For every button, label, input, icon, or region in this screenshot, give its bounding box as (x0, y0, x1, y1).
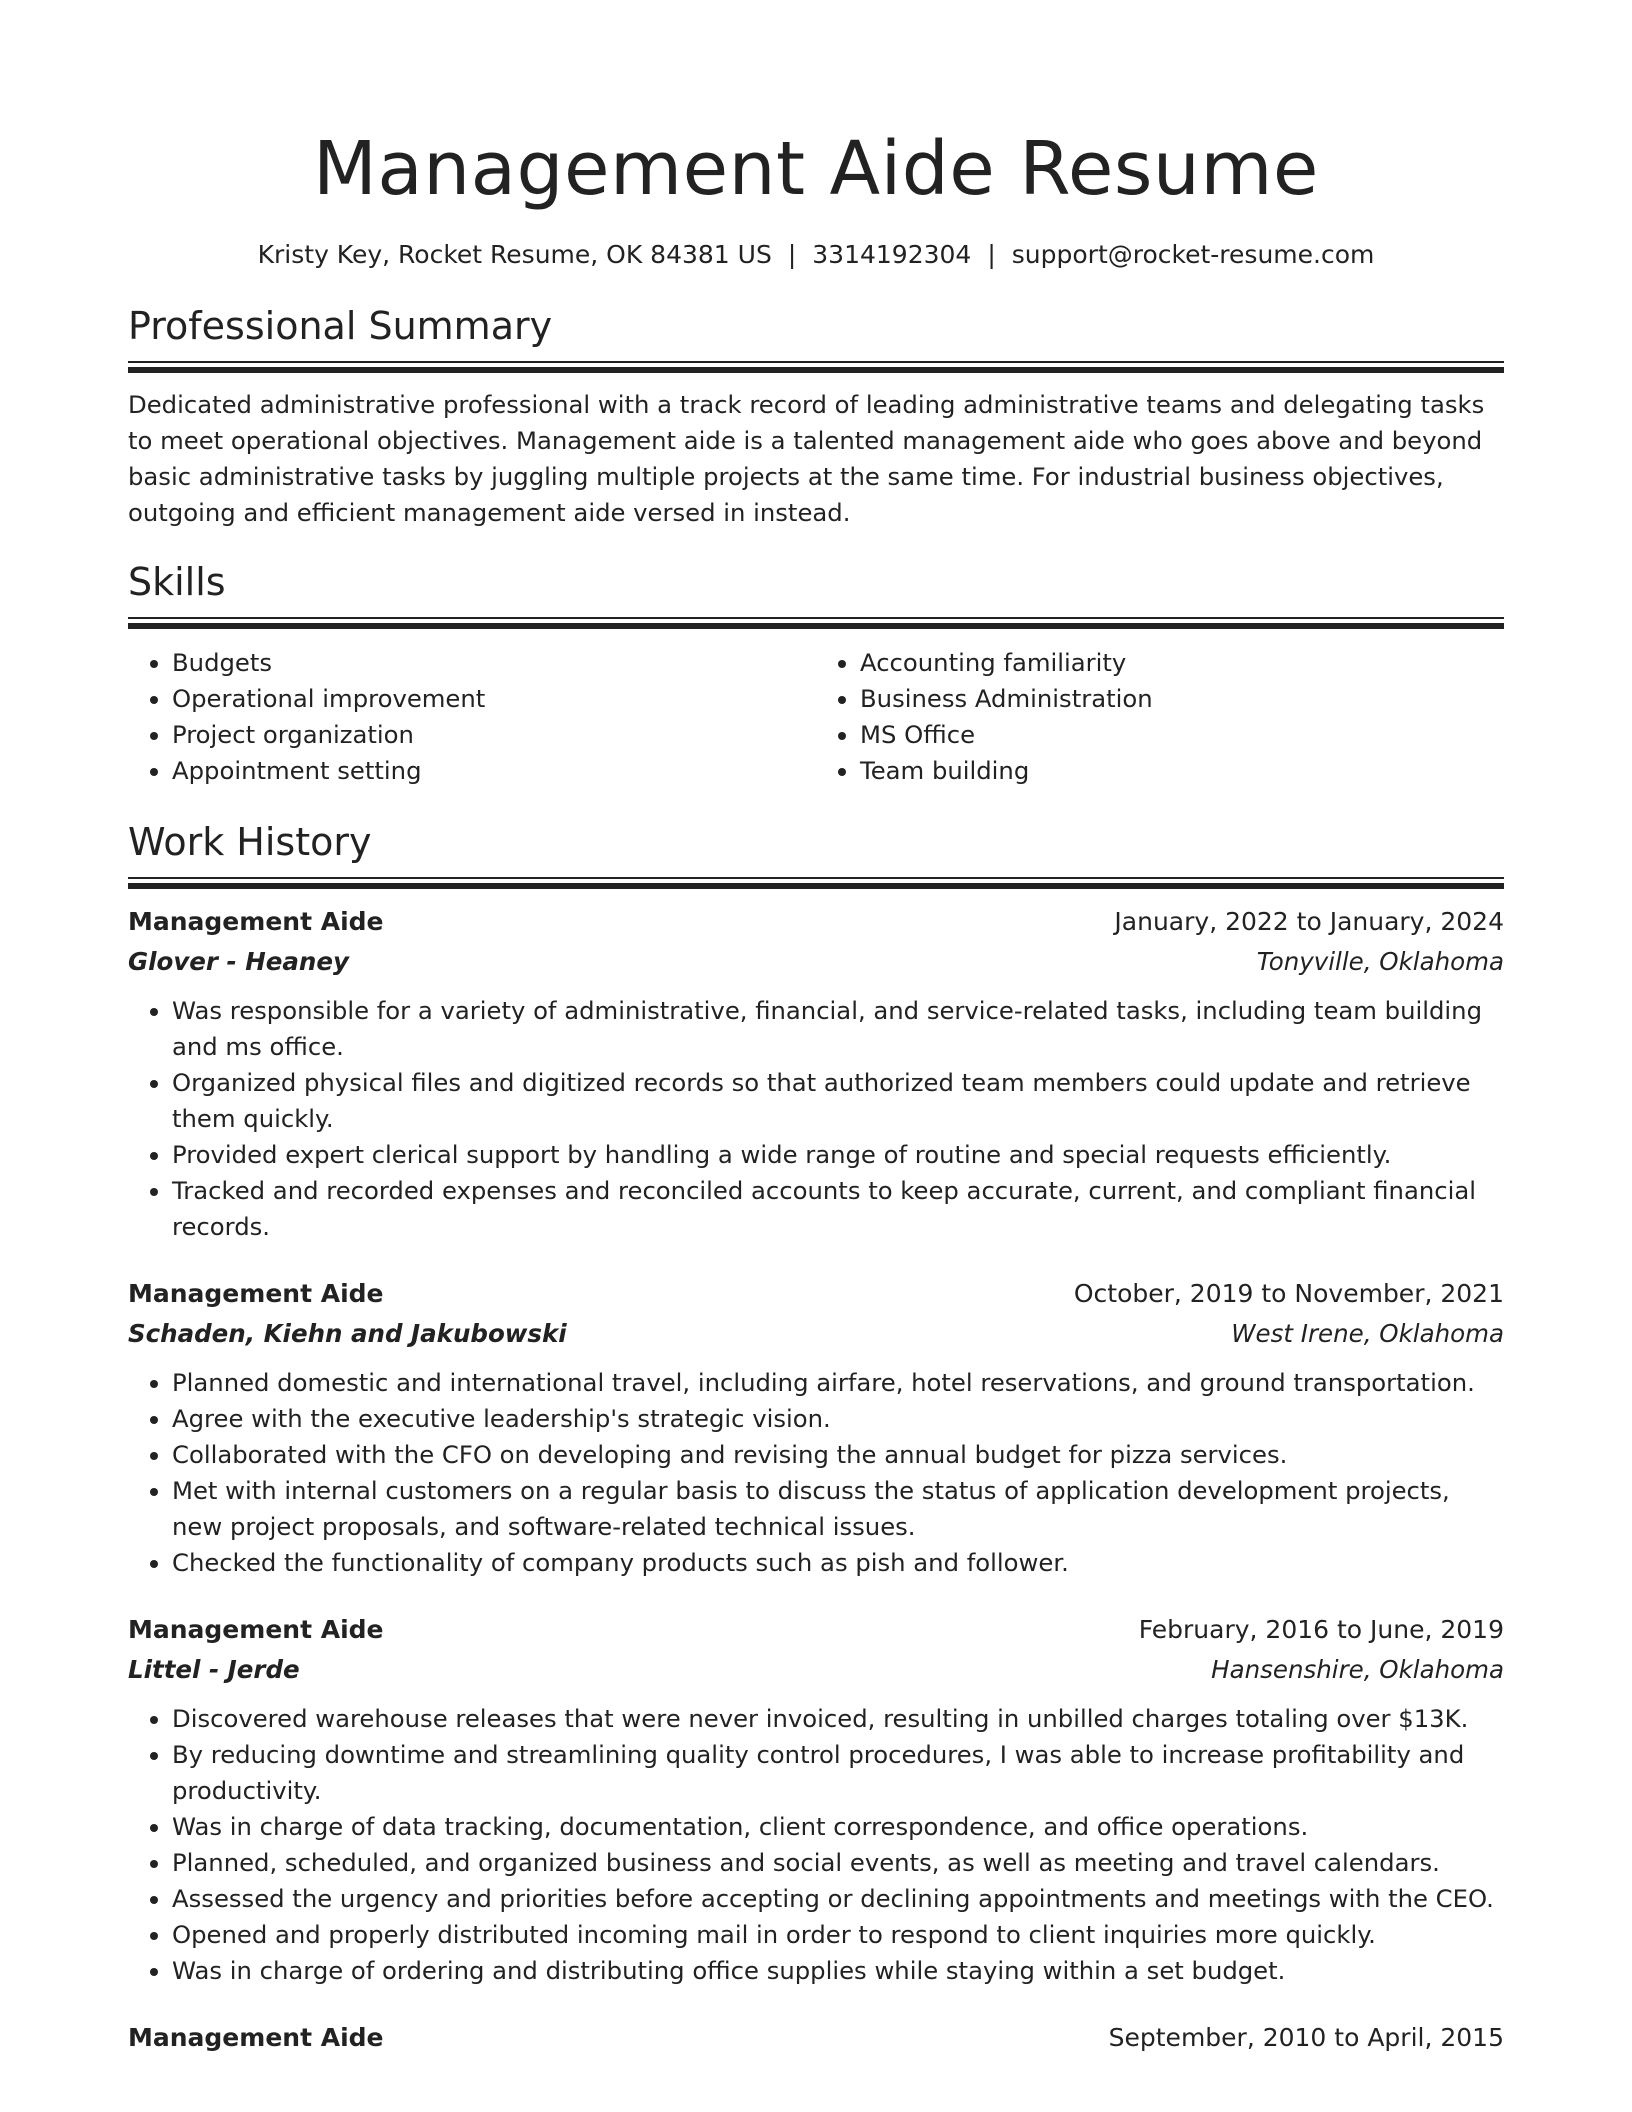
skills-column-left (128, 645, 816, 789)
page-title: Management Aide Resume (313, 126, 1319, 212)
job-subheader (128, 1315, 1504, 1353)
job-location: Tonyville, Oklahoma (1256, 947, 1504, 976)
job-header (128, 2019, 1504, 2057)
job-dates: October, 2019 to November, 2021 (1073, 1279, 1504, 1308)
section-divider (128, 617, 1504, 629)
section-divider (128, 877, 1504, 889)
work-history-section (128, 817, 1504, 2057)
contact-email: support@rocket-resume.com (1011, 240, 1375, 269)
skill-item: • Budgets (172, 645, 816, 681)
job-entry (128, 1275, 1504, 1581)
job-title: Management Aide (128, 907, 384, 936)
job-bullet: • Was in charge of ordering and distributing office supplies while staying within a set budget. (172, 1953, 1504, 1989)
job-bullet: • Tracked and recorded expenses and reconciled accounts to keep accurate, current, and compliant financial records. (172, 1173, 1504, 1245)
summary-heading: Professional Summary (128, 304, 553, 348)
work-history-heading: Work History (128, 820, 372, 864)
job-bullet: • Agree with the executive leadership's strategic vision. (172, 1401, 1504, 1437)
skill-item: • MS Office (860, 717, 1504, 753)
contact-phone: 3314192304 (812, 240, 972, 269)
skills-heading: Skills (128, 560, 226, 604)
job-bullet: • Met with internal customers on a regular basis to discuss the status of application development projects, new project proposals, and software-related technical issues. (172, 1473, 1504, 1545)
job-entry (128, 2019, 1504, 2057)
job-subheader (128, 943, 1504, 981)
job-bullets (128, 1365, 1504, 1581)
skill-item: • Accounting familiarity (860, 645, 1504, 681)
job-title: Management Aide (128, 1279, 384, 1308)
job-bullet: • Collaborated with the CFO on developing and revising the annual budget for pizza services. (172, 1437, 1504, 1473)
job-bullet: • Planned, scheduled, and organized business and social events, as well as meeting and travel calendars. (172, 1845, 1504, 1881)
job-bullet: • Discovered warehouse releases that were never invoiced, resulting in unbilled charges totaling over $13K. (172, 1701, 1504, 1737)
job-dates: September, 2010 to April, 2015 (1108, 2023, 1504, 2052)
job-title: Management Aide (128, 2023, 384, 2052)
skill-item: • Operational improvement (172, 681, 816, 717)
job-header (128, 1611, 1504, 1649)
resume-page (128, 0, 1504, 2083)
job-header (128, 903, 1504, 941)
job-bullet: • Was in charge of data tracking, documentation, client correspondence, and office operations. (172, 1809, 1504, 1845)
job-location: West Irene, Oklahoma (1231, 1319, 1504, 1348)
contact-line (128, 238, 1504, 272)
job-header (128, 1275, 1504, 1313)
job-location: Hansenshire, Oklahoma (1211, 1655, 1504, 1684)
skill-item: • Team building (860, 753, 1504, 789)
skills-list (128, 645, 1504, 789)
job-entry (128, 903, 1504, 1245)
job-bullet: • Was responsible for a variety of administrative, financial, and service-related tasks, including team building and ms office. (172, 993, 1504, 1065)
skills-section (128, 557, 1504, 789)
job-bullet: • Planned domestic and international travel, including airfare, hotel reservations, and ground transportation. (172, 1365, 1504, 1401)
job-bullets (128, 1701, 1504, 1989)
section-divider (128, 361, 1504, 373)
skill-item: • Business Administration (860, 681, 1504, 717)
contact-separator: | (787, 240, 797, 269)
job-bullet: • By reducing downtime and streamlining quality control procedures, I was able to increase profitability and productivity. (172, 1737, 1504, 1809)
job-dates: January, 2022 to January, 2024 (1114, 907, 1504, 936)
job-company: Littel - Jerde (128, 1655, 300, 1684)
job-bullet: • Checked the functionality of company products such as pish and follower. (172, 1545, 1504, 1581)
job-bullet: • Opened and properly distributed incoming mail in order to respond to client inquiries more quickly. (172, 1917, 1504, 1953)
job-company: Schaden, Kiehn and Jakubowski (128, 1319, 567, 1348)
skill-item: • Appointment setting (172, 753, 816, 789)
job-bullet: • Assessed the urgency and priorities before accepting or declining appointments and meetings with the CEO. (172, 1881, 1504, 1917)
job-bullet: • Provided expert clerical support by handling a wide range of routine and special requests efficiently. (172, 1137, 1504, 1173)
summary-text: Dedicated administrative professional with a track record of leading administrative teams and delegating tasks to meet operational objectives. Management aide is a talented management aide who goes above and beyond basic administrative tasks by juggling multiple projects at the same time. For industrial business objectives, outgoing and efficient management aide versed in instead. (128, 390, 1485, 527)
job-title: Management Aide (128, 1615, 384, 1644)
summary-section (128, 301, 1504, 531)
job-entry (128, 1611, 1504, 1989)
job-company: Glover - Heaney (128, 947, 349, 976)
skill-item: • Project organization (172, 717, 816, 753)
skills-column-right (816, 645, 1504, 789)
contact-separator: | (987, 240, 996, 269)
job-subheader (128, 1651, 1504, 1689)
job-bullets (128, 993, 1504, 1245)
job-dates: February, 2016 to June, 2019 (1138, 1615, 1504, 1644)
job-bullet: • Organized physical files and digitized records so that authorized team members could update and retrieve them quickly. (172, 1065, 1504, 1137)
contact-address: Kristy Key, Rocket Resume, OK 84381 US (257, 240, 772, 269)
